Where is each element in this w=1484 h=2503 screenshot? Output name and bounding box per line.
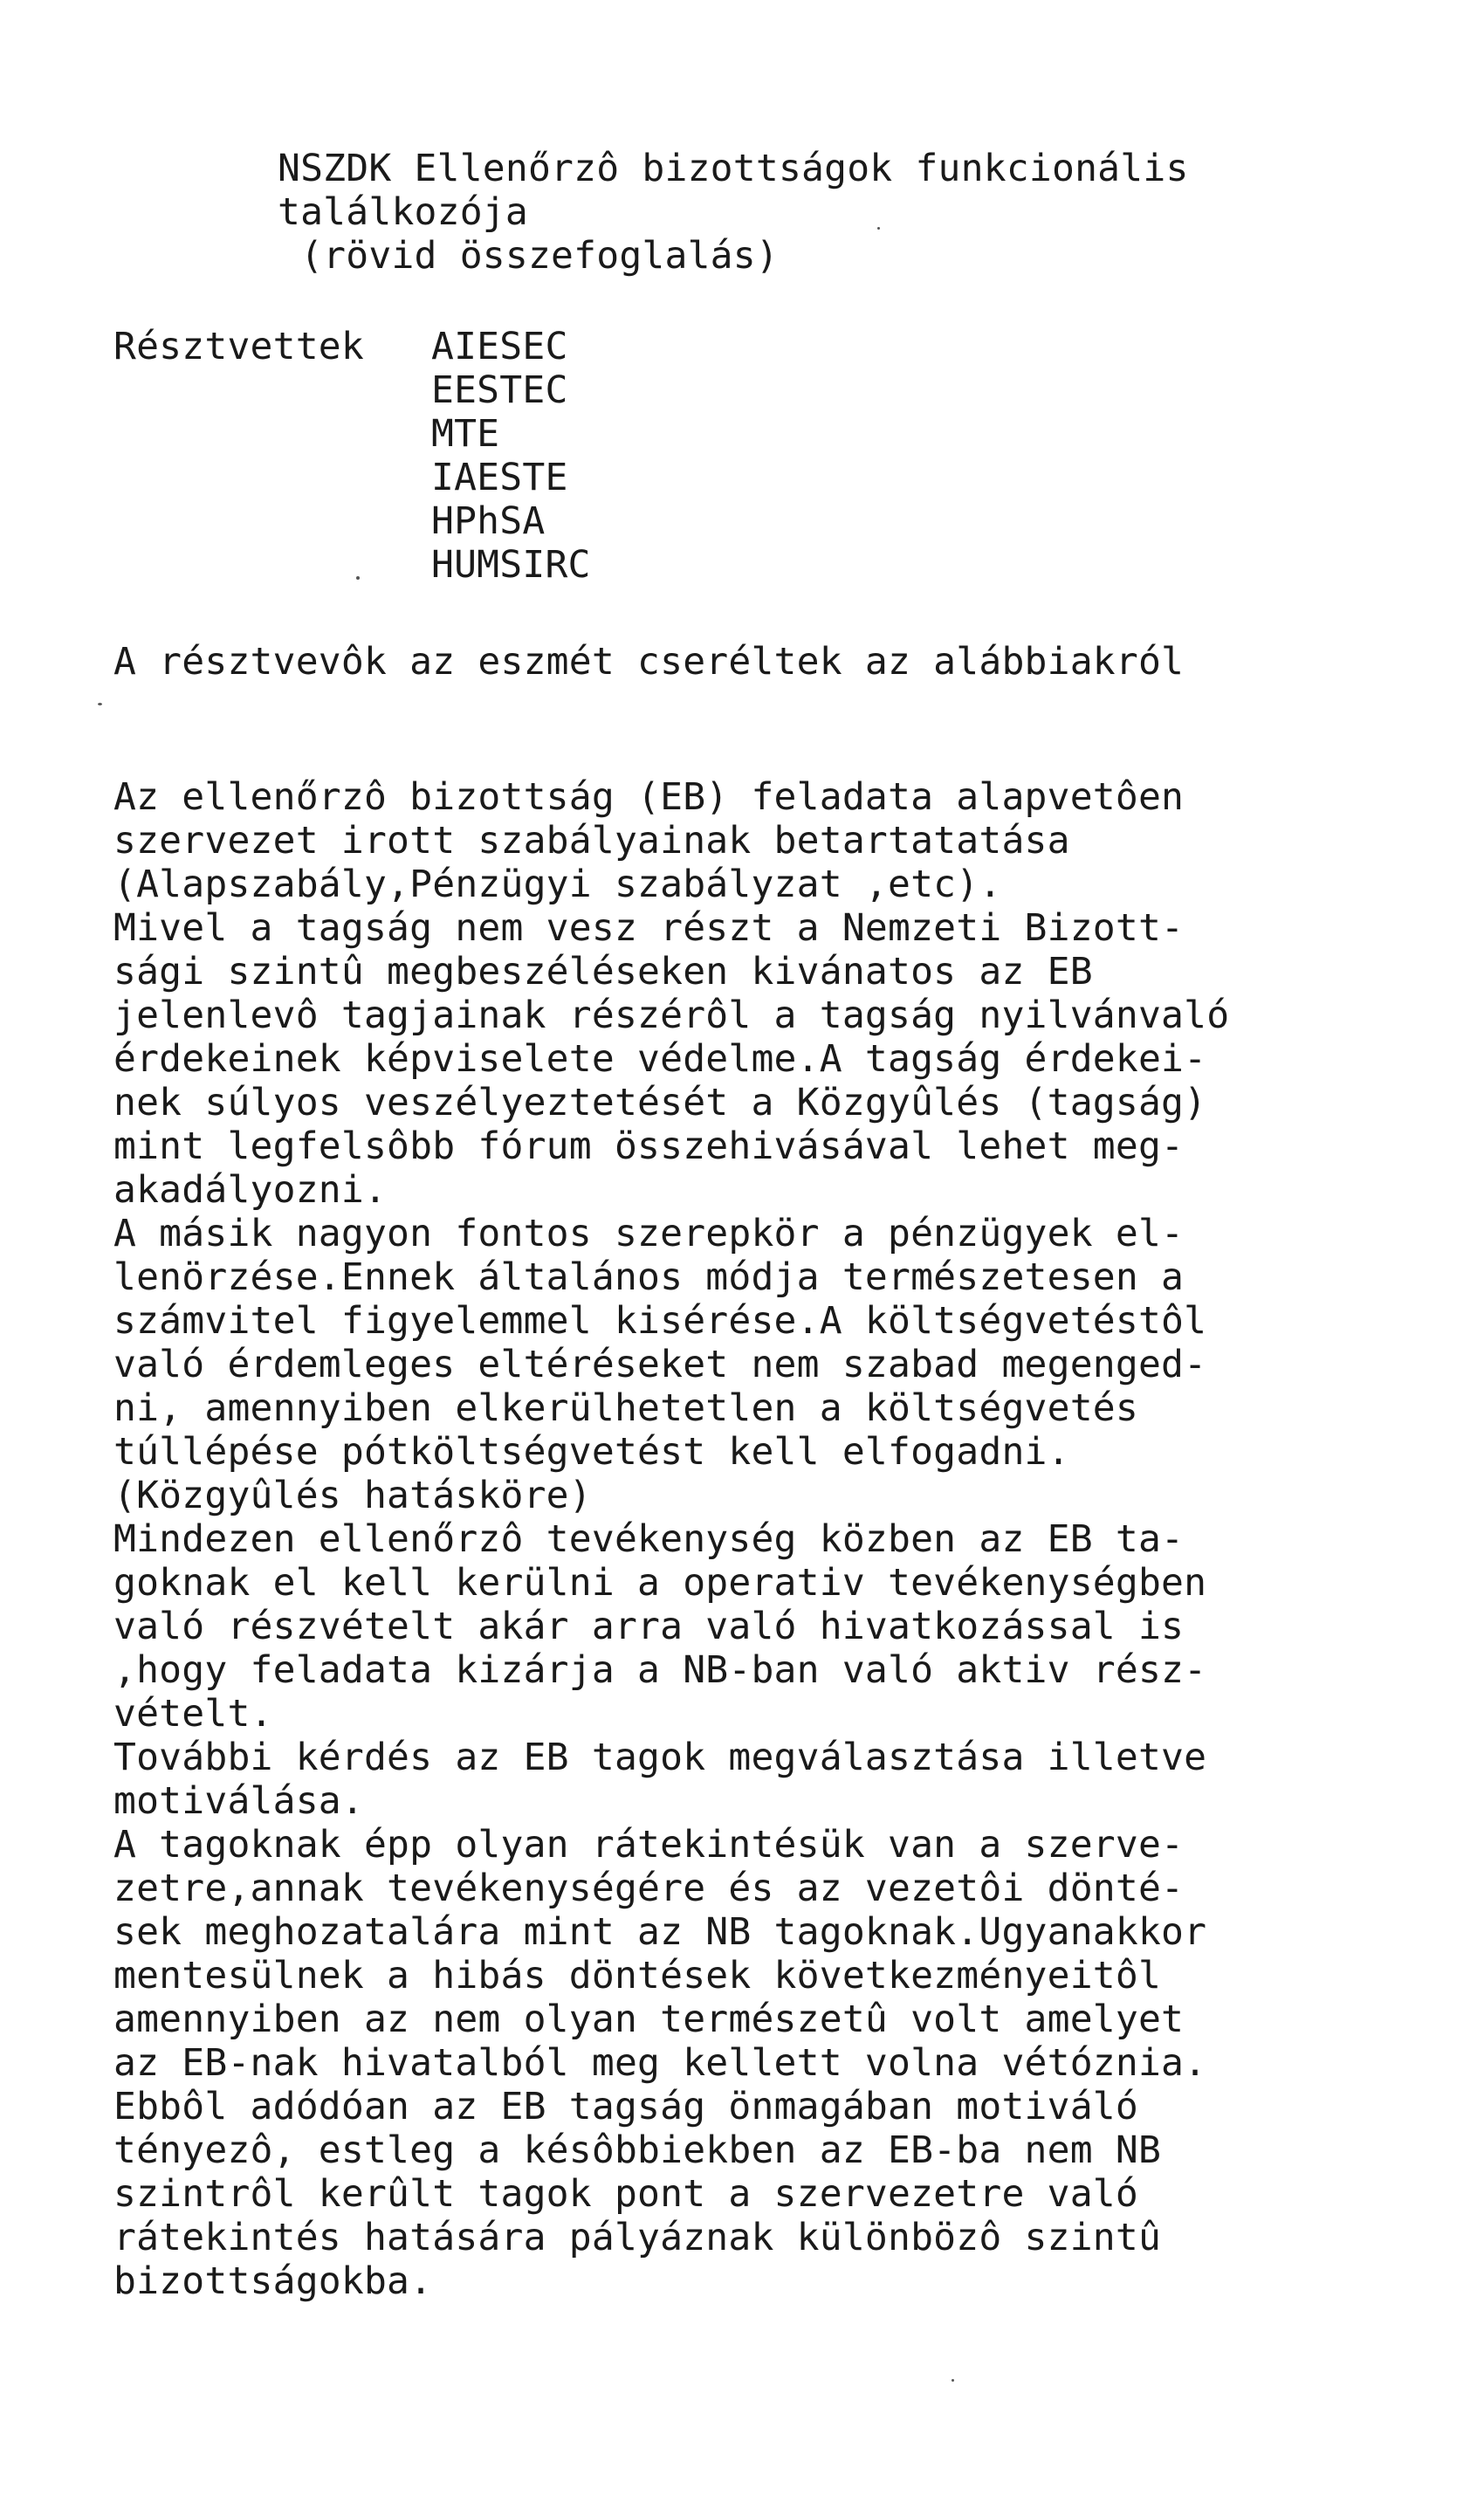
body-line: Mindezen ellenőrzô tevékenység közben az EB ta- bbox=[113, 1517, 1185, 1561]
body-line: való érdemleges eltéréseket nem szabad megenged- bbox=[113, 1343, 1207, 1386]
body-line: ,hogy feladata kizárja a NB-ban való aktiv rész- bbox=[113, 1648, 1207, 1692]
participants-label: Résztvettek bbox=[113, 325, 364, 368]
scan-speck bbox=[98, 703, 102, 705]
body-line: Mivel a tagság nem vesz részt a Nemzeti Bizott- bbox=[113, 906, 1185, 950]
participant-item: IAESTE bbox=[431, 456, 568, 499]
document-subtitle: (rövid összefoglalás) bbox=[278, 234, 779, 278]
body-line: jelenlevô tagjainak részérôl a tagság nyilvánvaló bbox=[113, 994, 1230, 1037]
participant-item: MTE bbox=[431, 412, 500, 456]
body-line: rátekintés hatására pályáznak különbözô szintû bbox=[113, 2216, 1162, 2259]
body-line: az EB-nak hivatalból meg kellett volna vétóznia. bbox=[113, 2041, 1207, 2085]
scan-speck bbox=[356, 576, 360, 580]
exchange-heading: A résztvevôk az eszmét cseréltek az alábbiakról bbox=[113, 640, 1185, 684]
body-line: szintrôl kerûlt tagok pont a szervezetre való bbox=[113, 2172, 1138, 2216]
body-line: zetre,annak tevékenységére és az vezetôi dönté- bbox=[113, 1867, 1185, 1910]
body-line: érdekeinek képviselete védelme.A tagság érdekei- bbox=[113, 1037, 1207, 1081]
body-line: szervezet irott szabályainak betartatatása bbox=[113, 819, 1070, 863]
body-line: számvitel figyelemmel kisérése.A költségvetéstôl bbox=[113, 1299, 1207, 1343]
participant-item: EESTEC bbox=[431, 368, 568, 412]
document-title-line-1: NSZDK Ellenőrzô bizottságok funkcionális bbox=[278, 147, 1189, 190]
participant-item: AIESEC bbox=[431, 325, 568, 368]
body-line: amennyiben az nem olyan természetû volt amelyet bbox=[113, 1998, 1185, 2041]
body-line: sek meghozatalára mint az NB tagoknak.Ugyanakkor bbox=[113, 1910, 1207, 1954]
body-line: bizottságokba. bbox=[113, 2259, 433, 2303]
body-line: való részvételt akár arra való hivatkozással is bbox=[113, 1605, 1185, 1648]
body-line: (Alapszabály,Pénzügyi szabályzat ,etc). bbox=[113, 863, 1002, 906]
body-line: goknak el kell kerülni a operativ tevékenységben bbox=[113, 1561, 1207, 1605]
body-line: Ebbôl adódóan az EB tagság önmagában motiváló bbox=[113, 2085, 1138, 2128]
body-line: A másik nagyon fontos szerepkör a pénzügyek el- bbox=[113, 1212, 1185, 1255]
body-line: ni, amennyiben elkerülhetetlen a költségvetés bbox=[113, 1386, 1138, 1430]
document-title-line-2: találkozója bbox=[278, 190, 528, 234]
body-line: tényezô, estleg a késôbbiekben az EB-ba nem NB bbox=[113, 2128, 1162, 2172]
body-line: (Közgyûlés hatásköre) bbox=[113, 1474, 592, 1517]
scan-speck bbox=[877, 227, 880, 230]
body-line: vételt. bbox=[113, 1692, 273, 1736]
body-line: nek súlyos veszélyeztetését a Közgyûlés (tagság) bbox=[113, 1081, 1207, 1124]
body-line: túllépése pótköltségvetést kell elfogadni. bbox=[113, 1430, 1070, 1474]
body-line: mentesülnek a hibás döntések következményeitôl bbox=[113, 1954, 1162, 1998]
body-line: Az ellenőrzô bizottság (EB) feladata alapvetôen bbox=[113, 775, 1185, 819]
body-line: lenörzése.Ennek általános módja természetesen a bbox=[113, 1255, 1185, 1299]
scan-speck bbox=[952, 2379, 954, 2382]
participant-item: HUMSIRC bbox=[431, 543, 591, 587]
participant-item: HPhSA bbox=[431, 499, 546, 543]
body-line: akadályozni. bbox=[113, 1168, 388, 1212]
body-line: sági szintû megbeszéléseken kivánatos az EB bbox=[113, 950, 1093, 994]
body-line: motiválása. bbox=[113, 1779, 364, 1823]
body-line: További kérdés az EB tagok megválasztása illetve bbox=[113, 1736, 1207, 1779]
body-line: A tagoknak épp olyan rátekintésük van a szerve- bbox=[113, 1823, 1185, 1867]
body-line: mint legfelsôbb fórum összehivásával lehet meg- bbox=[113, 1124, 1185, 1168]
